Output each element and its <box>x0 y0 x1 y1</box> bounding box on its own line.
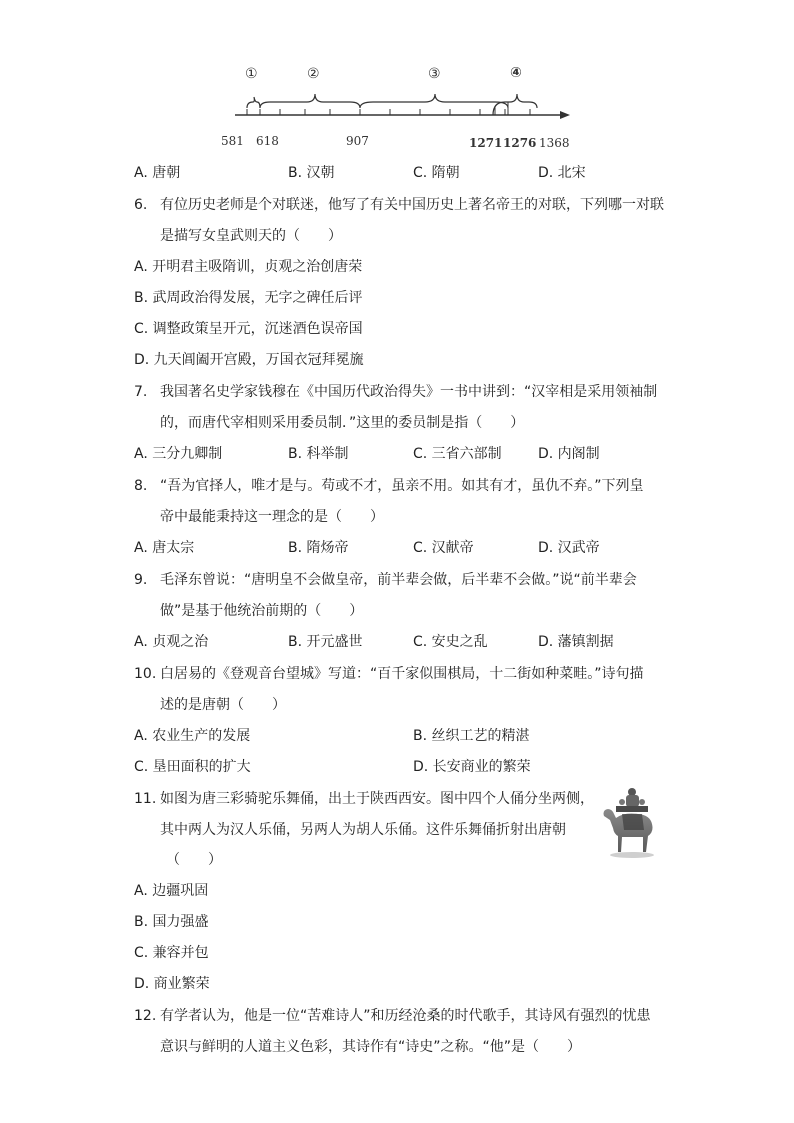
q5-option-d: D. 北宋 <box>538 165 586 181</box>
timeline-figure <box>221 62 575 157</box>
timeline-year-907: 907 <box>346 134 369 148</box>
q9-stem-line1: 毛泽东曾说：“唐明皇不会做皇帝，前半辈会做，后半辈不会做。”说“前半辈会 <box>160 572 637 588</box>
q5-option-a: A. 唐朝 <box>134 165 181 181</box>
q9-stem-line2: 做”是基于他统治前期的（ ） <box>160 603 364 619</box>
q12-number: 12. <box>134 1008 157 1024</box>
q6-stem-line2: 是描写女皇武则天的（ ） <box>160 228 342 244</box>
q10-stem-line2: 述的是唐朝（ ） <box>160 697 286 713</box>
q9-option-b: B. 开元盛世 <box>288 634 363 650</box>
q8-option-a: A. 唐太宗 <box>134 540 195 556</box>
q7-option-b: B. 科举制 <box>288 446 349 462</box>
q7-option-a: A. 三分九卿制 <box>134 446 223 462</box>
q10-number: 10. <box>134 666 157 682</box>
q7-option-d: D. 内阁制 <box>538 446 600 462</box>
q7-option-c: C. 三省六部制 <box>413 446 502 462</box>
q8-option-b: B. 隋炀帝 <box>288 540 349 556</box>
q6-option-b: B. 武周政治得发展，无字之碑任后评 <box>134 290 363 306</box>
q11-number: 11. <box>134 791 157 807</box>
q11-option-d: D. 商业繁荣 <box>134 976 210 992</box>
q10-option-c: C. 垦田面积的扩大 <box>134 759 251 775</box>
q8-number: 8. <box>134 478 148 494</box>
q11-option-b: B. 国力强盛 <box>134 914 209 930</box>
q12-stem-line1: 有学者认为，他是一位“苦难诗人”和历经沧桑的时代歌手，其诗风有强烈的忧患 <box>160 1008 651 1024</box>
q10-option-a: A. 农业生产的发展 <box>134 728 251 744</box>
q9-option-c: C. 安史之乱 <box>413 634 488 650</box>
q7-number: 7. <box>134 384 148 400</box>
q11-stem-line2: 其中两人为汉人乐俑，另两人为胡人乐俑。这件乐舞俑折射出唐朝 <box>160 822 566 838</box>
timeline-year-1276: 1276 <box>503 136 537 150</box>
q9-number: 9. <box>134 572 148 588</box>
q8-stem-line1: “吾为官择人，唯才是与。苟或不才，虽亲不用。如其有才，虽仇不弃。”下列皇 <box>160 478 644 494</box>
q6-option-c: C. 调整政策呈开元，沉迷酒色误帝国 <box>134 321 363 337</box>
q7-stem-line2: 的，而唐代宰相则采用委员制．”这里的委员制是指（ ） <box>160 415 525 431</box>
q8-option-d: D. 汉武帝 <box>538 540 600 556</box>
timeline-year-618: 618 <box>256 134 279 148</box>
timeline-year-1368: 1368 <box>539 136 570 150</box>
q6-option-a: A. 开明君主吸隋训，贞观之治创唐荣 <box>134 259 363 275</box>
q7-stem-line1: 我国著名史学家钱穆在《中国历代政治得失》一书中讲到：“汉宰相是采用领袖制 <box>160 384 658 400</box>
q6-option-d: D. 九天阊阖开宫殿，万国衣冠拜冕旒 <box>134 352 364 368</box>
q11-option-c: C. 兼容并包 <box>134 945 209 961</box>
timeline-year-581: 581 <box>221 134 244 148</box>
q9-option-a: A. 贞观之治 <box>134 634 209 650</box>
q8-option-c: C. 汉献帝 <box>413 540 474 556</box>
q9-option-d: D. 藩镇割据 <box>538 634 614 650</box>
q11-stem-line1: 如图为唐三彩骑驼乐舞俑，出土于陕西西安。图中四个人俑分坐两侧， <box>160 791 594 807</box>
timeline-mark-2: ② <box>307 66 320 82</box>
timeline-mark-1: ① <box>245 66 258 82</box>
tang-sancai-camel-figurine-image <box>598 782 660 860</box>
q11-stem-line3: （ ） <box>166 852 222 868</box>
timeline-mark-4: ④ <box>510 65 522 81</box>
q5-option-c: C. 隋朝 <box>413 165 460 181</box>
q11-option-a: A. 边疆巩固 <box>134 883 209 899</box>
q6-number: 6. <box>134 197 148 213</box>
q10-stem-line1: 白居易的《登观音台望城》写道：“百千家似围棋局，十二街如种菜畦。”诗句描 <box>160 666 644 682</box>
q8-stem-line2: 帝中最能秉持这一理念的是（ ） <box>160 509 384 525</box>
q5-option-b: B. 汉朝 <box>288 165 335 181</box>
q10-option-d: D. 长安商业的繁荣 <box>413 759 531 775</box>
q10-option-b: B. 丝织工艺的精湛 <box>413 728 530 744</box>
timeline-mark-3: ③ <box>428 66 441 82</box>
q6-stem-line1: 有位历史老师是个对联迷，他写了有关中国历史上著名帝王的对联，下列哪一对联 <box>160 197 664 213</box>
q12-stem-line2: 意识与鲜明的人道主义色彩，其诗作有“诗史”之称。“他”是（ ） <box>160 1039 582 1055</box>
timeline-year-1271: 1271 <box>469 136 503 150</box>
